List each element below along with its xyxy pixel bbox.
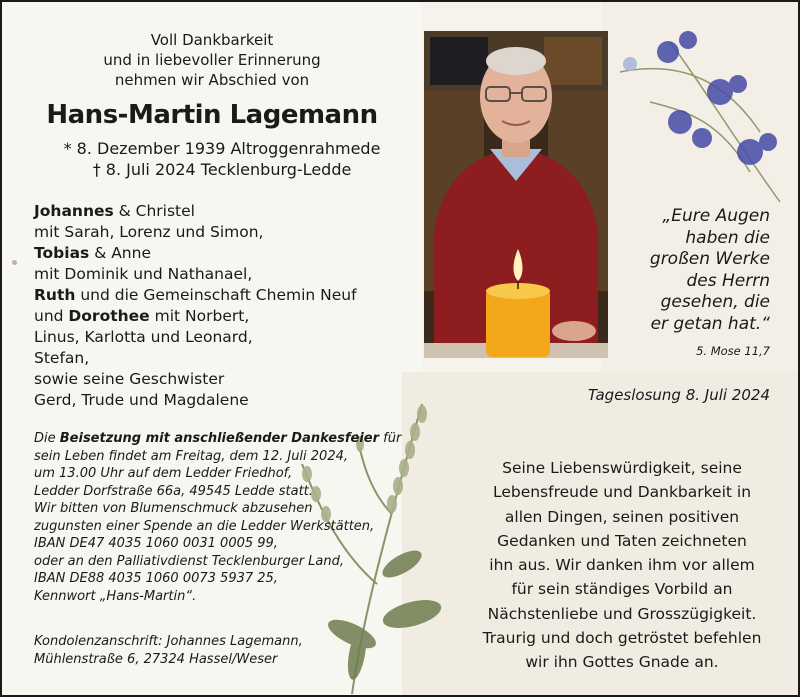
- death-date: † 8. Juli 2024 Tecklenburg-Ledde: [92, 160, 352, 179]
- family-list: Johannes & Christel mit Sarah, Lorenz und Simon, Tobias & Anne mit Dominik und Nathanael, Ruth und die Gemeinschaft Chemin Neuf und Dorothee mit Norbert, Linus, Karlotta und Leonard, Stefan, sowie seine Geschwister Gerd, Trude und Magdalene: [34, 202, 357, 409]
- deceased-name: Hans-Martin Lagemann: [46, 100, 378, 130]
- daily-verse-label: Tageslosung 8. Juli 2024: [587, 386, 770, 404]
- birth-date: * 8. Dezember 1939 Altroggenrahmede: [63, 139, 381, 158]
- quote-reference: 5. Mose 11,7: [696, 344, 770, 358]
- life-dates: [42, 138, 402, 180]
- paper-speck: [12, 260, 17, 265]
- intro-text: Voll Dankbarkeit und in liebevoller Erinnerung nehmen wir Abschied von: [103, 31, 321, 89]
- delphinium-flowers-image: [610, 12, 790, 212]
- condolence-address: Kondolenzanschrift: Johannes Lagemann, Mühlenstraße 6, 27324 Hassel/Weser: [34, 634, 303, 667]
- portrait-photo: [424, 31, 608, 358]
- thanks-paragraph: Seine Liebenswürdigkeit, seine Lebensfreude und Dankbarkeit in allen Dingen, seinen positiven Gedanken und Taten zeichneten ihn aus. Wir danken ihm vor allem für sein ständiges Vorbild an Nächstenliebe und Grosszügigkeit. Traurig und doch getröstet befehlen wir ihn Gottes Gnade an.: [482, 459, 762, 672]
- bible-quote: „Eure Augen haben die großen Werke des Herrn gesehen, die er getan hat.“: [649, 206, 770, 334]
- funeral-details: Die Beisetzung mit anschließender Dankesfeier für sein Leben findet am Freitag, dem 12. Juli 2024, um 13.00 Uhr auf dem Ledder Friedhof, Ledder Dorfstraße 66a, 49545 Ledde statt. Wir bitten von Blumenschmuck abzusehen zugunsten einer Spende an die Ledder Werkstätten, IBAN DE47 4035 1060 0031 0005 99, oder an den Palliativdienst Tecklenburger Land, IBAN DE88 4035 1060 0073 5937 25, Kennwort „Hans-Martin“.: [34, 431, 402, 604]
